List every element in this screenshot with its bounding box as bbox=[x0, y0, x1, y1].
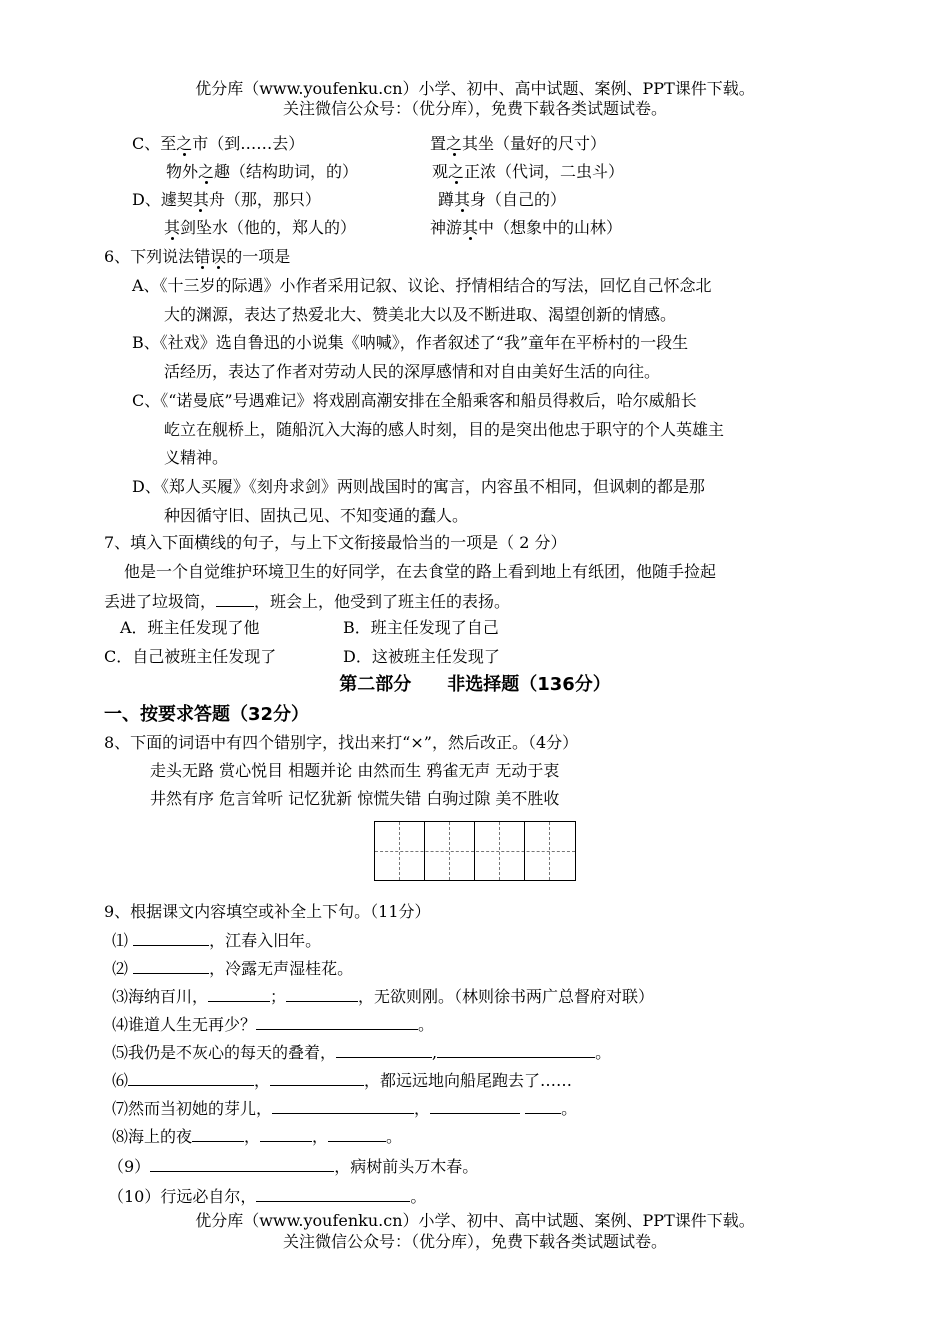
q5-option-d-1b: 蹲其身（自己的） bbox=[438, 190, 567, 209]
q9-stem: 9、根据课文内容填空或补全上下句。（11分） bbox=[104, 902, 431, 921]
q8-answer-grid[interactable] bbox=[374, 821, 576, 881]
q6-option-c-line-1: C、《“诺曼底”号遇难记》将戏剧高潮安排在全船乘客和船员得救后，哈尔威船长 bbox=[132, 391, 697, 410]
q5-option-d-2a: 其剑坠水（他的，郑人的） bbox=[164, 218, 357, 237]
q9-blank-2[interactable] bbox=[133, 956, 209, 974]
q5-option-d-2b: 神游其中（想象中的山林） bbox=[430, 218, 623, 237]
q6-option-a-line-1: A、《十三岁的际遇》小作者采用记叙、议论、抒情相结合的写法，回忆自己怀念北 bbox=[132, 276, 712, 295]
q9-blank-3a[interactable] bbox=[208, 984, 270, 1002]
q6-option-b-line-2: 活经历，表达了作者对劳动人民的深厚感情和对自由美好生活的向往。 bbox=[164, 362, 661, 381]
q8-stem: 8、下面的词语中有四个错别字，找出来打“×”，然后改正。（4分） bbox=[104, 733, 579, 752]
q6-option-c-line-3: 义精神。 bbox=[164, 448, 229, 467]
q9-blank-8b[interactable] bbox=[260, 1124, 312, 1142]
footer-line-1: 优分库（www.youfenku.cn）小学、初中、高中试题、案例、PPT课件下载。 bbox=[195, 1211, 755, 1230]
q9-blank-7a[interactable] bbox=[272, 1096, 414, 1114]
q5-option-d-1a: D、遽契其舟（那，那只） bbox=[132, 190, 321, 209]
part2-title: 第二部分 非选择题（136分） bbox=[339, 674, 611, 695]
header-line-1: 优分库（www.youfenku.cn）小学、初中、高中试题、案例、PPT课件下载。 bbox=[195, 79, 755, 98]
header-line-2: 关注微信公众号：（优分库），免费下载各类试题试卷。 bbox=[282, 99, 667, 118]
q5-option-c-1b: 置之其坐（量好的尺寸） bbox=[430, 134, 607, 153]
section1-title: 一、按要求答题（32分） bbox=[104, 704, 310, 725]
q7-passage-line-1: 他是一个自觉维护环境卫生的好同学，在去食堂的路上看到地上有纸团，他随手捡起 bbox=[124, 562, 717, 581]
q9-item-4: ⑷谁道人生无再少？ 。 bbox=[112, 1012, 434, 1037]
q9-blank-4[interactable] bbox=[256, 1012, 418, 1030]
q8-words-row-2: 井然有序 危言耸听 记忆犹新 惊慌失错 白驹过隙 美不胜收 bbox=[150, 789, 560, 808]
footer-line-2: 关注微信公众号：（优分库），免费下载各类试题试卷。 bbox=[282, 1232, 667, 1251]
q5-option-c-2b: 观之正浓（代词，二虫斗） bbox=[432, 162, 625, 181]
q9-blank-1[interactable] bbox=[133, 928, 209, 946]
q6-option-b-line-1: B、《社戏》选自鲁迅的小说集《呐喊》，作者叙述了“我”童年在平桥村的一段生 bbox=[132, 333, 689, 352]
q9-item-8: ⑻海上的夜 ， ， 。 bbox=[112, 1124, 402, 1149]
q9-blank-5b[interactable] bbox=[437, 1040, 595, 1058]
q9-blank-7b[interactable] bbox=[430, 1096, 520, 1114]
q7-answer-blank[interactable] bbox=[216, 589, 254, 607]
q9-blank-5a[interactable] bbox=[336, 1040, 432, 1058]
q9-item-3: ⑶海纳百川， ； ，无欲则刚。（林则徐书两广总督府对联） bbox=[112, 984, 654, 1009]
q6-option-d-line-2: 种因循守旧、固执己见、不知变通的蠢人。 bbox=[164, 506, 469, 525]
q7-stem: 7、填入下面横线的句子，与上下文衔接最恰当的一项是（ 2 分） bbox=[104, 533, 567, 552]
q9-blank-8c[interactable] bbox=[328, 1124, 386, 1142]
q9-item-2: ⑵ ，冷露无声湿桂花。 bbox=[112, 956, 353, 981]
q9-blank-3b[interactable] bbox=[286, 984, 358, 1002]
q6-option-a-line-2: 大的渊源，表达了热爱北大、赞美北大以及不断进取、渴望创新的情感。 bbox=[164, 305, 677, 324]
q7-option-c: C．自己被班主任发现了 bbox=[104, 647, 277, 666]
q7-option-a: A．班主任发现了他 bbox=[120, 618, 260, 637]
q9-blank-8a[interactable] bbox=[192, 1124, 244, 1142]
q9-item-9: （9） ，病树前头万木春。 bbox=[108, 1154, 478, 1179]
q9-item-10: （10）行远必自尔， 。 bbox=[108, 1184, 426, 1209]
q9-blank-6b[interactable] bbox=[270, 1068, 364, 1086]
q7-option-b: B．班主任发现了自己 bbox=[343, 618, 499, 637]
q9-blank-6a[interactable] bbox=[128, 1068, 254, 1086]
q7-passage-line-2: 丢进了垃圾筒， ，班会上，他受到了班主任的表扬。 bbox=[104, 589, 510, 614]
q9-blank-10[interactable] bbox=[256, 1184, 410, 1202]
q8-words-row-1: 走头无路 赏心悦目 相题并论 由然而生 鸦雀无声 无动于衷 bbox=[150, 761, 560, 780]
q9-blank-9[interactable] bbox=[150, 1154, 334, 1172]
q6-option-c-line-2: 屹立在舰桥上，随船沉入大海的感人时刻，目的是突出他忠于职守的个人英雄主 bbox=[164, 420, 725, 439]
q6-stem: 6、下列说法错误的一项是 bbox=[104, 247, 291, 266]
q5-option-c-1a: C、至之市（到……去） bbox=[132, 134, 305, 153]
q5-option-c-2a: 物外之趣（结构助词，的） bbox=[166, 162, 359, 181]
q6-option-d-line-1: D、《郑人买履》《刻舟求剑》两则战国时的寓言，内容虽不相同，但讽刺的都是那 bbox=[132, 477, 705, 496]
q9-item-5: ⑸我仍是不灰心的每天的叠着， , 。 bbox=[112, 1040, 611, 1065]
q7-option-d: D．这被班主任发现了 bbox=[343, 647, 500, 666]
q9-item-6: ⑹ ， ，都远远地向船尾跑去了…… bbox=[112, 1068, 572, 1093]
q9-item-7: ⑺然而当初她的芽儿， ， 。 bbox=[112, 1096, 577, 1121]
q9-item-1: ⑴ ，江春入旧年。 bbox=[112, 928, 321, 953]
q9-blank-7c[interactable] bbox=[525, 1096, 561, 1114]
